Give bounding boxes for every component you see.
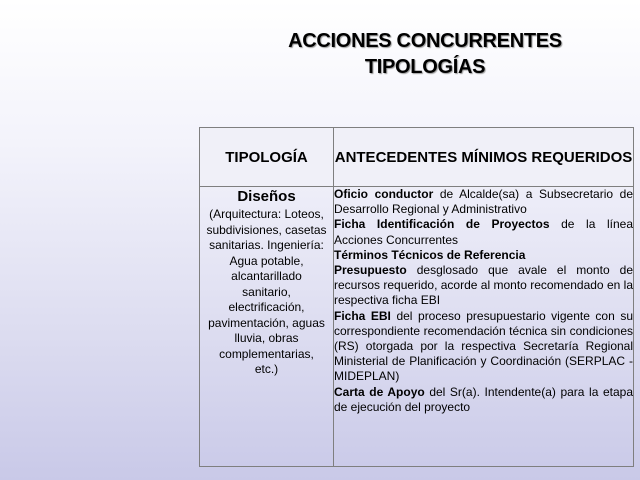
requirements-cell bbox=[334, 187, 634, 467]
requirements-table bbox=[199, 127, 634, 467]
requirement-item bbox=[334, 217, 633, 247]
requirement-title: Oficio conductor bbox=[334, 187, 434, 201]
tipologia-cell bbox=[200, 187, 334, 467]
requirement-text: del Sr(a). Intendente(a) para la etapa de ejecución del proyecto bbox=[334, 384, 633, 414]
requirement-text: de Alcalde(sa) a Subsecretario de Desarrollo Regional y Administrativo bbox=[334, 187, 633, 217]
header-antecedentes: ANTECEDENTES MÍNIMOS REQUERIDOS bbox=[334, 128, 634, 187]
requirement-text: desglosado que avale el monto de recursos requerido, acorde al monto recomendado en la respectiva ficha EBI bbox=[334, 263, 633, 308]
requirement-title: Ficha EBI bbox=[334, 308, 391, 323]
table-row bbox=[200, 187, 634, 467]
requirement-item bbox=[334, 309, 633, 385]
requirement-title: Términos Técnicos de Referencia bbox=[334, 247, 526, 262]
table-header-row bbox=[200, 128, 634, 187]
slide-title-line-1: ACCIONES CONCURRENTES bbox=[288, 30, 562, 52]
tipologia-detail: (Arquitectura: Loteos, subdivisiones, casetas sanitarias. Ingeniería: Agua potable, alcantarillado sanitario, electrificación, pavimentación, aguas lluvia, obras complementarias, etc.) bbox=[206, 207, 327, 376]
requirement-item bbox=[334, 385, 633, 415]
requirement-text: de la línea Acciones Concurrentes bbox=[334, 217, 633, 247]
requirement-item bbox=[334, 248, 633, 263]
tipologia-name: Diseños bbox=[237, 188, 296, 205]
requirement-title: Carta de Apoyo bbox=[334, 384, 425, 399]
slide-title bbox=[230, 28, 620, 80]
requirement-text: del proceso presupuestario vigente con su correspondiente recomendación técnica sin condiciones (RS) otorgada por la respectiva Secretaría Regional Ministerial de Planificación y Coordinación (SERPLAC - MIDEPLAN) bbox=[334, 308, 634, 384]
requirement-title: Presupuesto bbox=[334, 263, 407, 278]
requirement-item bbox=[334, 263, 633, 309]
header-tipologia: TIPOLOGÍA bbox=[200, 128, 334, 187]
slide-title-line-2: TIPOLOGÍAS bbox=[364, 56, 486, 78]
requirement-title: Ficha Identificación de Proyectos bbox=[334, 217, 550, 232]
requirement-item bbox=[334, 187, 633, 217]
